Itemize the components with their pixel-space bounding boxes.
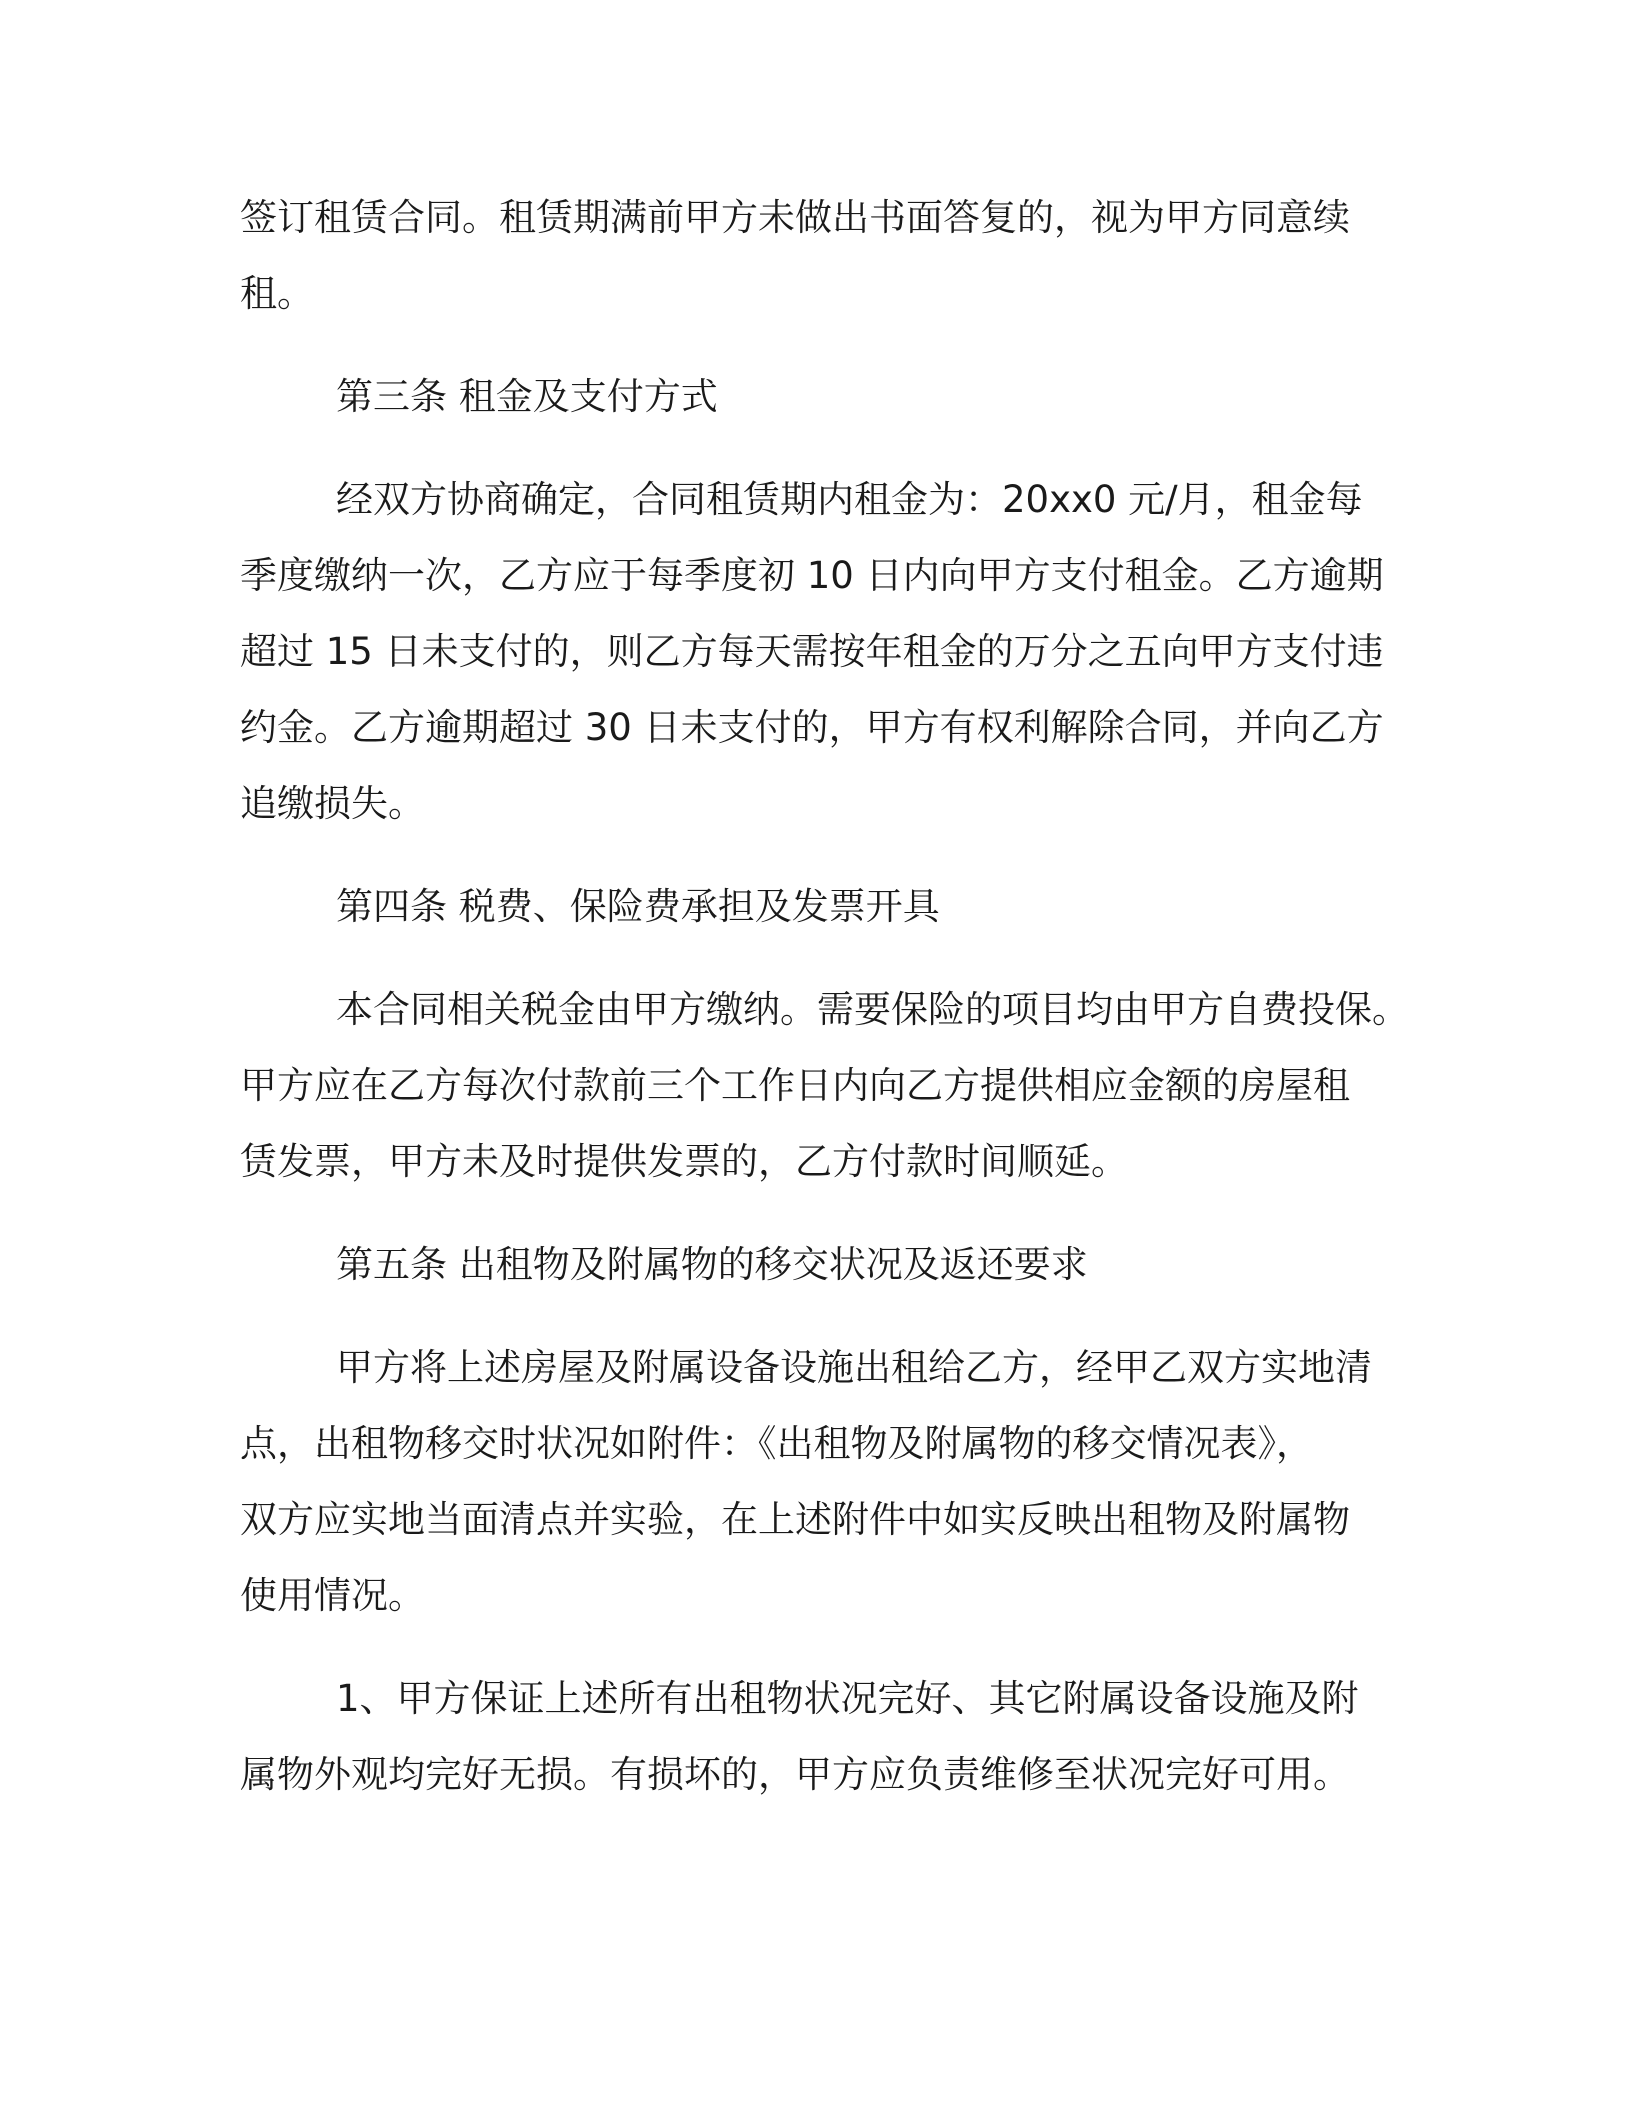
text-line: 超过 15 日未支付的，则乙方每天需按年租金的万分之五向甲方支付违 bbox=[240, 630, 1384, 673]
text-line: 甲方将上述房屋及附属设备设施出租给乙方，经甲乙双方实地清 bbox=[336, 1346, 1372, 1389]
text-line: 1、甲方保证上述所有出租物状况完好、其它附属设备设施及附 bbox=[336, 1677, 1359, 1720]
article-4-heading: 第四条 税费、保险费承担及发票开具 bbox=[336, 885, 940, 928]
text-line: 甲方应在乙方每次付款前三个工作日内向乙方提供相应金额的房屋租 bbox=[240, 1064, 1350, 1107]
text-line: 季度缴纳一次，乙方应于每季度初 10 日内向甲方支付租金。乙方逾期 bbox=[240, 554, 1384, 597]
text-line: 本合同相关税金由甲方缴纳。需要保险的项目均由甲方自费投保。 bbox=[336, 988, 1409, 1031]
text-line: 签订租赁合同。租赁期满前甲方未做出书面答复的，视为甲方同意续 bbox=[240, 196, 1350, 239]
text-line: 使用情况。 bbox=[240, 1574, 425, 1617]
text-line: 经双方协商确定，合同租赁期内租金为：20xx0 元/月，租金每 bbox=[336, 478, 1363, 521]
text-line: 约金。乙方逾期超过 30 日未支付的，甲方有权利解除合同，并向乙方 bbox=[240, 706, 1384, 749]
text-line: 双方应实地当面清点并实验，在上述附件中如实反映出租物及附属物 bbox=[240, 1498, 1350, 1541]
text-line: 租。 bbox=[240, 272, 314, 315]
text-line: 点，出租物移交时状况如附件：《出租物及附属物的移交情况表》， bbox=[240, 1422, 1313, 1465]
article-5-heading: 第五条 出租物及附属物的移交状况及返还要求 bbox=[336, 1243, 1088, 1286]
text-line: 属物外观均完好无损。有损坏的，甲方应负责维修至状况完好可用。 bbox=[240, 1753, 1350, 1796]
text-line: 赁发票，甲方未及时提供发票的，乙方付款时间顺延。 bbox=[240, 1140, 1128, 1183]
text-line: 追缴损失。 bbox=[240, 782, 425, 825]
article-3-heading: 第三条 租金及支付方式 bbox=[336, 375, 718, 418]
